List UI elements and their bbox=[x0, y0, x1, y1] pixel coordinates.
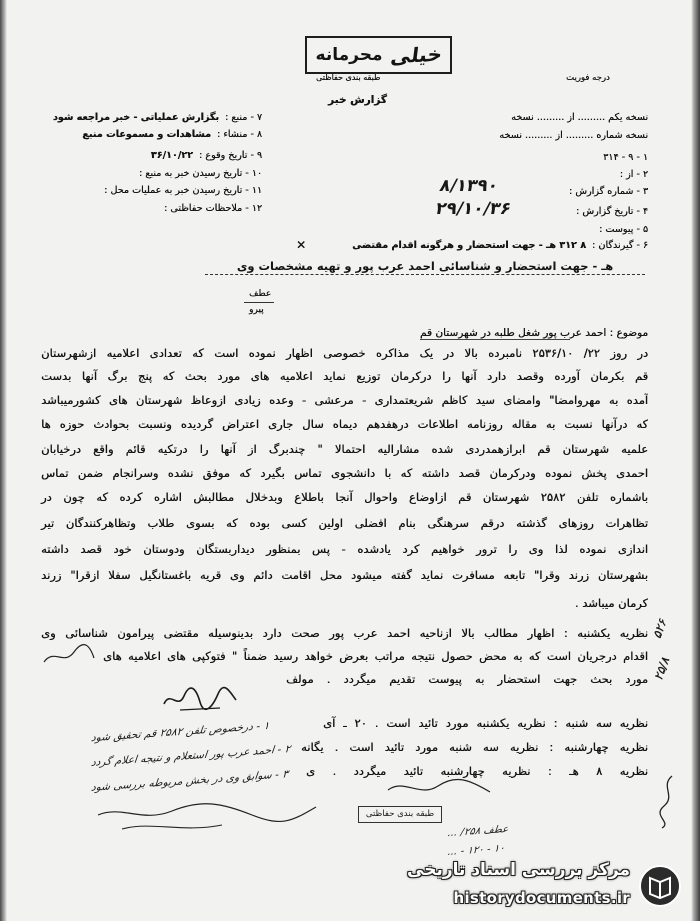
body-text: باشماره تلفن ۲۵۸۲ شهرستان قم ازاوضاع واحوال آنجا باطلاع وبدخلال مطالبش اشاره کرده که چون در bbox=[41, 490, 648, 504]
bottom-scribble bbox=[384, 772, 494, 802]
opinion-tuesday bbox=[322, 712, 648, 732]
action-heading: هـ - جهت استحضار و شناسائی احمد عرب پور و تهیه مشخصات وی bbox=[205, 259, 645, 275]
classification-stamp bbox=[305, 36, 452, 74]
opinion-continued bbox=[102, 645, 648, 665]
handwritten-note: ۳ - سوابق وی در بخش مربوطه بررسی شود bbox=[90, 768, 289, 794]
body-text: تظاهرات روزهای گذشته درقم سرهنگی بنام افضلی اولین کسی بوده که بسوی طلاب وتظاهرکنندگان تیر bbox=[41, 516, 648, 530]
scan-edge-right bbox=[691, 0, 700, 921]
subject-underline bbox=[420, 339, 570, 340]
classification-caption: طبقه بندی حفاظتی bbox=[316, 73, 381, 82]
body-line bbox=[40, 365, 648, 385]
body-text: آمده به مهروامضا" وامضای سید کاظم شریعتمداری - مرعشی - وعده زیادی ازوعاظ شهرستان های کشورمیباشد bbox=[41, 393, 648, 407]
field-label: ۶ - گیرندگان : bbox=[592, 240, 648, 251]
field-label: نسخه شماره ......... از ......... نسخه bbox=[499, 130, 648, 141]
field-report-number bbox=[569, 186, 648, 197]
field-origin bbox=[82, 129, 262, 140]
reference-peyro: پیرو bbox=[249, 305, 264, 315]
field-label: ۱۰ - تاریخ رسیدن خبر به منبع : bbox=[138, 168, 262, 179]
scan-edge-left bbox=[0, 0, 7, 921]
subject-text: موضوع : احمد عرب پور شغل طلبه در شهرستان قم bbox=[419, 327, 648, 339]
body-line bbox=[40, 438, 648, 458]
body-text: در روز ۲۲/ ۲۵۳۶/۱۰ نامبرده بالا در یک مذاکره خصوصی اظهار نموده است که تعدادی اعلامیه ازشهرستان bbox=[41, 346, 648, 360]
stamp-handwritten: خیلی bbox=[388, 41, 444, 69]
margin-scribble-right bbox=[652, 772, 682, 832]
opinion-text: مورد بحث جهت استحضار به پیوست تقدیم میگردد . مولف bbox=[286, 672, 648, 686]
field-copy-first bbox=[511, 112, 648, 123]
handwritten-note: ۲ - احمد عرب پور استعلام و نتیجه اعلام گردد bbox=[90, 743, 291, 769]
urgency-label: درجه فوریت bbox=[566, 73, 610, 83]
field-label: ۲ - از : bbox=[619, 169, 648, 180]
margin-note: ۲۵/۸ bbox=[651, 655, 673, 683]
watermark-title: مرکز بررسی اسناد تاریخی bbox=[407, 860, 630, 880]
field-label: نسخه یکم ......... از ......... نسخه bbox=[511, 112, 648, 123]
field-source bbox=[53, 112, 262, 123]
field-security-notes bbox=[164, 203, 262, 214]
subject-line bbox=[348, 321, 648, 341]
field-label: ۸ - منشاء : bbox=[216, 129, 262, 140]
body-line bbox=[40, 342, 648, 362]
signature-scribble bbox=[160, 684, 240, 714]
field-from bbox=[620, 169, 648, 180]
body-line bbox=[40, 538, 648, 558]
body-line bbox=[40, 564, 648, 584]
bottom-classification-label: طبقه بندی حفاظتی bbox=[358, 806, 442, 823]
report-number-handwritten: ۸/۱۳۹۰ bbox=[437, 176, 501, 196]
field-code bbox=[603, 152, 648, 163]
opinion-text: نظریه ۸ هـ : نظریه چهارشنبه تائید میگردد . ی bbox=[306, 764, 648, 778]
body-text: کرمان میباشد . bbox=[574, 596, 648, 610]
field-label: ۴ - تاریخ گزارش : bbox=[575, 206, 648, 217]
body-text: که درآنها نسبت به مقاله روزنامه اطلاعات درهفدهم دیماه سال جاری اعتراض گردیده ونسبت بحوادث حوزه ها bbox=[41, 417, 648, 431]
reference-atf: عطف bbox=[249, 289, 272, 299]
field-report-date bbox=[576, 206, 648, 217]
reference-divider bbox=[244, 302, 274, 303]
field-value: ۸ ۳۱۲ هـ - جهت استحضار و هرگونه اقدام مقتضی bbox=[352, 240, 586, 251]
bottom-note: عطف ۲۵۸/ ... bbox=[447, 823, 509, 840]
opinion-attachment bbox=[285, 668, 648, 688]
recipient-cross-mark: ✕ bbox=[296, 238, 307, 252]
body-line bbox=[40, 389, 648, 409]
body-line bbox=[40, 512, 648, 532]
field-label: ۹ - تاریخ وقوع : bbox=[198, 150, 262, 161]
body-line bbox=[40, 592, 648, 612]
body-line bbox=[40, 462, 648, 482]
margin-scribble-left bbox=[40, 640, 98, 670]
field-value: بگزارش عملیاتی - خبر مراجعه شود bbox=[52, 112, 219, 123]
body-line bbox=[40, 486, 648, 506]
handwritten-scribble bbox=[92, 795, 322, 835]
opinion-sunday bbox=[40, 622, 648, 642]
body-text: علمیه شهرستان قم ابرازهمدردی شده مشارالیه احتمالا " چندبرگ از آنها را درتکیه قائم واقع درخیابان bbox=[41, 442, 648, 456]
opinion-text: اقدام درجریان است که به محض حصول نتیجه مراتب بعرض خواهد رسید ضمناً " فتوکپی های اعلامیه های bbox=[103, 649, 648, 663]
field-news-to-operations-date bbox=[104, 185, 262, 196]
archive-logo-icon bbox=[638, 864, 682, 908]
opinion-text: نظریه یکشنبه : اظهار مطالب بالا ازناحیه احمد عرب پور صحت دارد بدینوسیله مقتضی پیرامون شناسائی وی bbox=[41, 626, 648, 640]
report-title: گزارش خبر bbox=[328, 94, 387, 106]
body-text: اندازی نموده لذا وی را ترور خواهیم کرد یادشده - پس بمنظور دیداربستگان ودوستان خود قصد داشته bbox=[41, 542, 648, 556]
body-text: بشهرستان زرند وقرا" تابعه مسافرت نماید گفته میشود محل اقامت دائم وی قریه باغستانگیل سفلا ازقرا" زرند bbox=[41, 568, 648, 582]
opinion-text: نظریه سه شنبه : نظریه یکشنبه مورد تائید است . ۲۰ ـ آی bbox=[323, 716, 648, 730]
body-text: احمدی پخش نموده ودرکرمان قصد داشته که با دانشجوی تماس بگیرد که موفق نشده وسرانجام ضمن تماس bbox=[41, 466, 648, 480]
field-occurrence-date bbox=[151, 150, 262, 161]
field-copy-number bbox=[499, 130, 648, 141]
field-label: ۱۱ - تاریخ رسیدن خبر به عملیات محل : bbox=[104, 185, 262, 196]
field-label: ۷ - منبع : bbox=[224, 112, 262, 123]
report-date-handwritten: ۲۹/۱۰/۳۶ bbox=[433, 199, 513, 219]
body-text: قم بکرمان آورده وقصد دارد آنها را درکرمان توزیع نماید اعلامیه های مورد بحث که پنج برگ آنها بدست bbox=[41, 369, 648, 383]
field-recipients bbox=[352, 240, 648, 251]
field-value: ۳۶/۱۰/۲۲ bbox=[150, 150, 193, 161]
margin-note: ۵۲۶ bbox=[649, 617, 670, 641]
field-value: مشاهدات و مسموعات منبع bbox=[82, 129, 211, 140]
field-label: ۱۲ - ملاحظات حفاظتی : bbox=[163, 203, 262, 214]
stamp-printed: محرمانه bbox=[315, 45, 383, 65]
opinion-text: نظریه چهارشنبه : نظریه سه شنبه مورد تائید است . یگانه bbox=[301, 740, 648, 754]
watermark-url: historydocuments.ir bbox=[453, 889, 630, 907]
field-label: ۳ - شماره گزارش : bbox=[568, 186, 648, 197]
field-news-to-source-date bbox=[139, 168, 262, 179]
bottom-note: ۱۰ - ۱۲۰ - ... bbox=[447, 843, 506, 858]
handwritten-note: ۱ - درخصوص تلفن ۲۵۸۲ قم تحقیق شود bbox=[90, 719, 270, 745]
body-line bbox=[40, 413, 648, 433]
opinion-wednesday bbox=[300, 736, 648, 756]
field-label: ۱ - ۹ - ۳۱۴ bbox=[603, 152, 648, 163]
field-label: ۵ - پیوست : bbox=[599, 224, 648, 235]
field-attachment bbox=[599, 224, 648, 235]
